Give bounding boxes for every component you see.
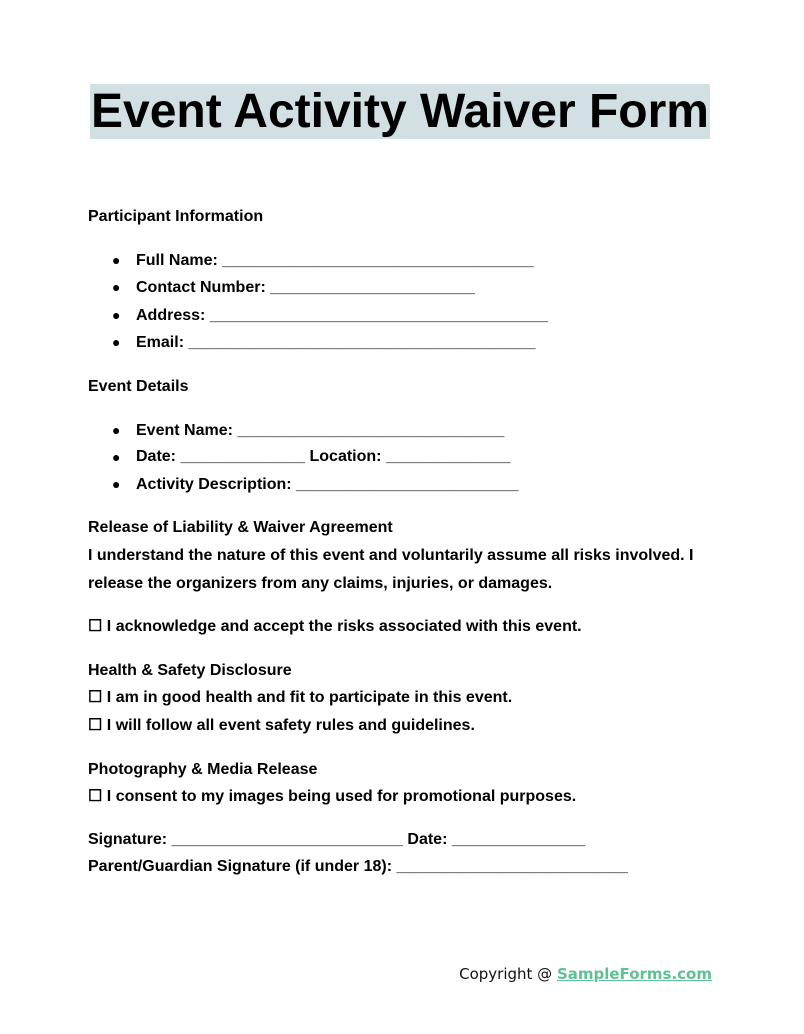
bullet-icon: ●	[112, 307, 121, 323]
checkbox-icon[interactable]: ☐	[88, 788, 103, 805]
section-heading-health: Health & Safety Disclosure	[88, 662, 292, 679]
field-contact-number[interactable]: Contact Number: _______________________	[136, 279, 475, 296]
release-paragraph-line2: release the organizers from any claims, injuries, or damages.	[88, 575, 553, 592]
checkbox-acknowledge-risks[interactable]: ☐ I acknowledge and accept the risks associated with this event.	[88, 618, 582, 635]
page-title: Event Activity Waiver Form	[91, 85, 709, 138]
checkbox-safety-rules[interactable]: ☐ I will follow all event safety rules and guidelines.	[88, 717, 475, 734]
bullet-icon: ●	[112, 252, 121, 268]
field-email[interactable]: Email: _______________________________________	[136, 334, 536, 351]
email-blank[interactable]: _______________________________________	[188, 334, 536, 351]
copyright-footer: Copyright @ SampleForms.com	[459, 965, 712, 983]
guardian-signature-blank[interactable]: __________________________	[396, 858, 628, 875]
event-name-blank[interactable]: ______________________________	[237, 422, 505, 439]
signature-blank[interactable]: __________________________	[171, 831, 403, 848]
checkbox-icon[interactable]: ☐	[88, 717, 103, 734]
sampleforms-link[interactable]: SampleForms.com	[556, 965, 712, 983]
activity-description-blank[interactable]: _________________________	[296, 476, 519, 493]
checkbox-media-consent[interactable]: ☐ I consent to my images being used for promotional purposes.	[88, 788, 577, 805]
checkbox-good-health[interactable]: ☐ I am in good health and fit to participate in this event.	[88, 689, 513, 706]
field-address[interactable]: Address: ______________________________________	[136, 307, 548, 324]
guardian-signature-line[interactable]: Parent/Guardian Signature (if under 18): __________________________	[88, 858, 628, 875]
field-date-location[interactable]: Date: ______________ Location: ______________	[136, 448, 511, 465]
full-name-blank[interactable]: ___________________________________	[222, 252, 534, 269]
release-paragraph-line1: I understand the nature of this event and voluntarily assume all risks involved. I	[88, 547, 694, 564]
field-full-name[interactable]: Full Name: ___________________________________	[136, 252, 534, 269]
signature-line[interactable]: Signature: __________________________ Date: _______________	[88, 831, 586, 848]
address-blank[interactable]: ______________________________________	[209, 307, 548, 324]
date-blank[interactable]: ______________	[180, 448, 306, 465]
section-heading-media: Photography & Media Release	[88, 761, 318, 778]
section-heading-release: Release of Liability & Waiver Agreement	[88, 519, 393, 536]
field-event-name[interactable]: Event Name: ______________________________	[136, 422, 505, 439]
bullet-icon: ●	[112, 279, 121, 295]
bullet-icon: ●	[112, 476, 121, 492]
field-activity-description[interactable]: Activity Description: _________________________	[136, 476, 519, 493]
section-heading-participant: Participant Information	[88, 208, 264, 225]
section-heading-event: Event Details	[88, 378, 189, 395]
checkbox-icon[interactable]: ☐	[88, 689, 103, 706]
bullet-icon: ●	[112, 334, 121, 350]
checkbox-icon[interactable]: ☐	[88, 618, 103, 635]
bullet-icon: ●	[112, 449, 121, 465]
contact-number-blank[interactable]: _______________________	[270, 279, 475, 296]
bullet-icon: ●	[112, 422, 121, 438]
signature-date-blank[interactable]: _______________	[451, 831, 586, 848]
location-blank[interactable]: ______________	[385, 448, 511, 465]
